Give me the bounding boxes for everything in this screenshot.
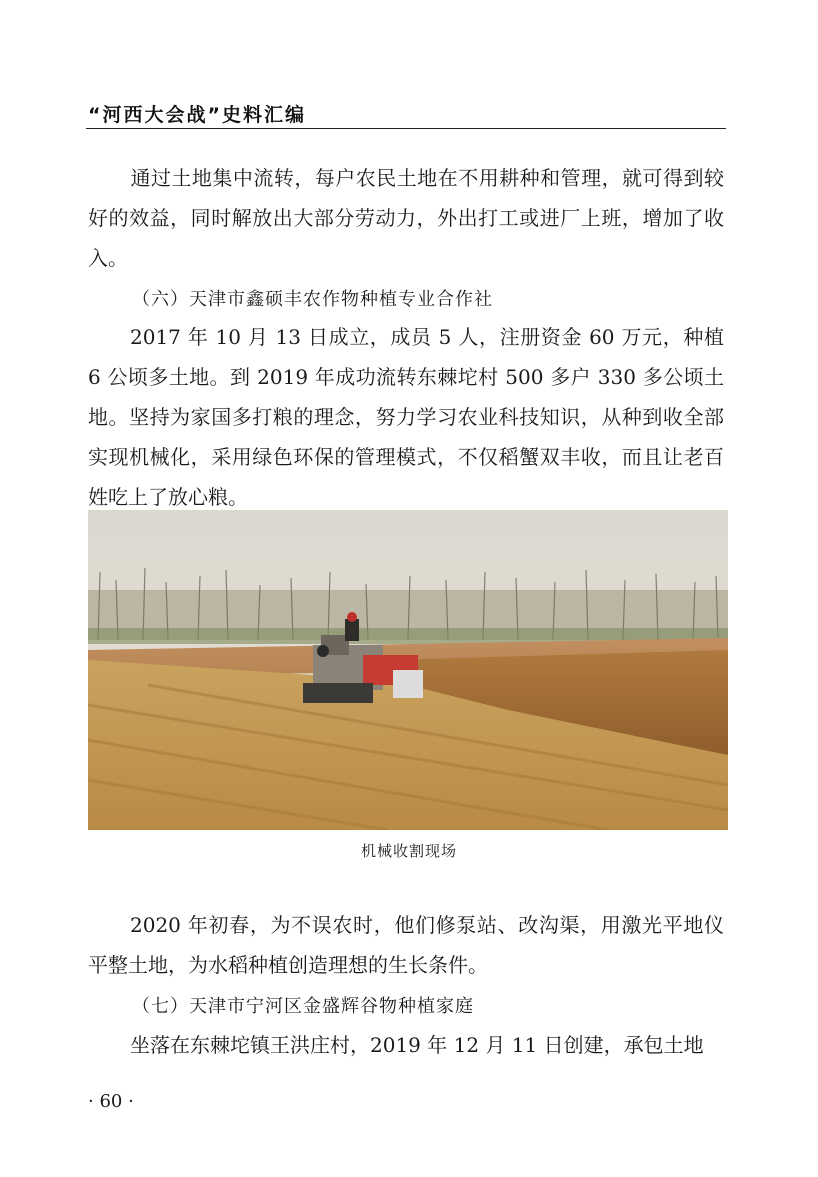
paragraph-2 bbox=[88, 317, 724, 517]
harvest-photo-illustration bbox=[88, 510, 728, 830]
paragraph-4-text: 坐落在东棘坨镇王洪庄村，2019 年 12 月 11 日创建，承包土地 bbox=[130, 1033, 704, 1057]
section-heading-7: （七）天津市宁河区金盛辉谷物种植家庭 bbox=[132, 996, 474, 1017]
paragraph-3-text: 2020 年初春，为不误农时，他们修泵站、改沟渠，用激光平地仪平整土地，为水稻种植创造理想的生长条件。 bbox=[88, 913, 724, 977]
page-number: · 60 · bbox=[88, 1091, 134, 1112]
paragraph-2-text: 2017 年 10 月 13 日成立，成员 5 人，注册资金 60 万元，种植 6 公顷多土地。到 2019 年成功流转东棘坨村 500 多户 330 多公顷土地。坚持为家国多打粮的理念，努力学习农业科技知识，从种到收全部实现机械化，采用绿色环保的管理模式，不仅稻蟹双丰收，而且让老百姓吃上了放心粮。 bbox=[88, 325, 724, 509]
paragraph-1-text: 通过土地集中流转，每户农民土地在不用耕种和管理，就可得到较好的效益，同时解放出大部分劳动力，外出打工或进厂上班，增加了收入。 bbox=[88, 166, 724, 270]
photo-caption: 机械收割现场 bbox=[360, 842, 457, 860]
paragraph-1 bbox=[88, 158, 724, 278]
header-rule bbox=[86, 128, 726, 129]
paragraph-3 bbox=[88, 905, 724, 985]
paragraph-4 bbox=[88, 1025, 724, 1065]
running-header: “河西大会战”史料汇编 bbox=[88, 104, 306, 126]
harvest-photo bbox=[88, 510, 728, 830]
section-heading-6: （六）天津市鑫硕丰农作物种植专业合作社 bbox=[132, 289, 493, 310]
